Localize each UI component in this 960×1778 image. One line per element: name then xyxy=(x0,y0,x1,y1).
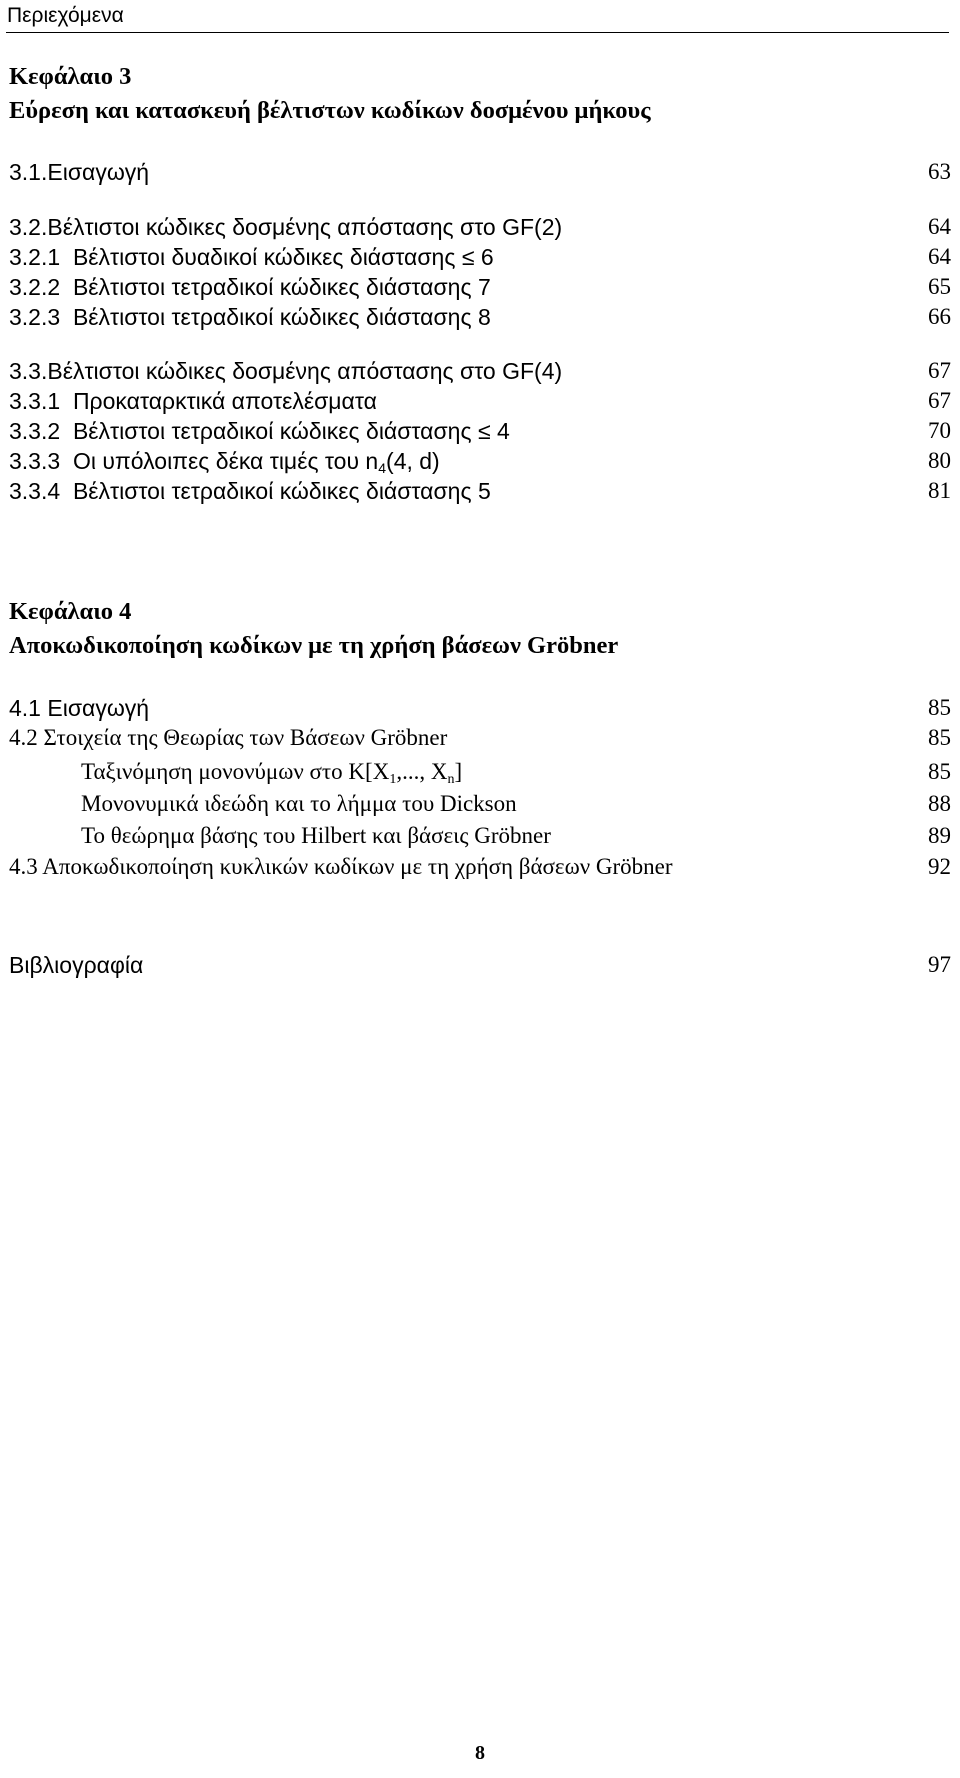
entry-label xyxy=(9,272,491,302)
entry-number: 4.3 xyxy=(9,854,38,879)
running-title: Περιεχόμενα xyxy=(7,4,124,27)
entry-title-after: ] xyxy=(454,759,463,784)
toc-entry-bibliography[interactable] xyxy=(0,950,960,980)
entry-title: Βέλτιστοι τετραδικοί κώδικες διάστασης ≤ 4 xyxy=(72,418,510,444)
entry-title: Αποκωδικοποίηση κυκλικών κωδίκων με τη χρήση βάσεων Gröbner xyxy=(42,854,673,879)
entry-page: 85 xyxy=(928,725,951,750)
entry-page: 97 xyxy=(928,952,951,977)
entry-title-before: Ταξινόμηση μονονύμων στο K[X xyxy=(81,759,390,784)
entry-title: Μονονυμικά ιδεώδη και το λήμμα του Dickson xyxy=(81,791,517,816)
entry-title: Το θεώρημα βάσης του Hilbert και βάσεις Gröbner xyxy=(81,823,551,848)
entry-title: Προκαταρκτικά αποτελέσματα xyxy=(72,388,377,414)
entry-label xyxy=(9,386,377,416)
entry-title-subscript: 4 xyxy=(378,460,387,476)
entry-page: 63 xyxy=(928,159,951,184)
entry-label xyxy=(9,693,149,723)
toc-entry-3-3-1[interactable] xyxy=(0,386,960,416)
entry-page: 65 xyxy=(928,274,951,299)
entry-title: Βέλτιστοι τετραδικοί κώδικες διάστασης 8 xyxy=(72,304,491,330)
toc-entry-3-3[interactable] xyxy=(0,356,960,386)
toc-entry-4-1[interactable] xyxy=(0,693,960,723)
entry-title: Βέλτιστοι τετραδικοί κώδικες διάστασης 5 xyxy=(72,478,491,504)
entry-number: 3.2.3 xyxy=(9,304,61,330)
entry-number: 4.2 xyxy=(9,725,38,750)
entry-label xyxy=(81,789,517,819)
entry-title: Βέλτιστοι τετραδικοί κώδικες διάστασης 7 xyxy=(72,274,491,300)
entry-page: 67 xyxy=(928,358,951,383)
entry-label xyxy=(81,757,462,787)
entry-title-middle: ,..., X xyxy=(396,759,448,784)
entry-title-subscript: n xyxy=(447,772,455,787)
entry-number: 3.2. xyxy=(9,214,48,240)
entry-number: 3.1. xyxy=(9,159,48,185)
bibliography-title: Βιβλιογραφία xyxy=(9,952,144,978)
entry-title: Στοιχεία της Θεωρίας των Βάσεων Gröbner xyxy=(43,725,448,750)
entry-number: 4.1 xyxy=(9,695,41,721)
entry-page: 70 xyxy=(928,418,951,443)
entry-title: Βέλτιστοι κώδικες δοσμένης απόστασης στο GF(2) xyxy=(47,214,563,240)
entry-page: 80 xyxy=(928,448,951,473)
entry-page: 64 xyxy=(928,214,951,239)
page-number: 8 xyxy=(475,1742,485,1764)
toc-entry-3-2-3[interactable] xyxy=(0,302,960,332)
entry-label xyxy=(81,821,551,851)
entry-title-subscript: 1 xyxy=(389,772,397,787)
entry-number: 3.3.2 xyxy=(9,418,61,444)
entry-page: 88 xyxy=(928,791,951,816)
toc-entry-monomial-ideals[interactable] xyxy=(0,789,960,819)
entry-page: 85 xyxy=(928,695,951,720)
toc-entry-4-2[interactable] xyxy=(0,723,960,753)
entry-number: 3.3.1 xyxy=(9,388,61,414)
entry-title: Βέλτιστοι κώδικες δοσμένης απόστασης στο GF(4) xyxy=(47,358,563,384)
header-rule xyxy=(6,32,949,33)
entry-label xyxy=(9,302,491,332)
toc-entry-3-3-2[interactable] xyxy=(0,416,960,446)
entry-label xyxy=(9,242,494,272)
entry-page: 81 xyxy=(928,478,951,503)
toc-entry-3-2[interactable] xyxy=(0,212,960,242)
entry-page: 85 xyxy=(928,759,951,784)
toc-entry-hilbert-basis[interactable] xyxy=(0,821,960,851)
entry-number: 3.2.1 xyxy=(9,244,61,270)
entry-label xyxy=(9,852,673,882)
entry-label xyxy=(9,356,562,386)
chapter3-label: Κεφάλαιο 3 xyxy=(9,63,132,90)
entry-number: 3.3. xyxy=(9,358,48,384)
toc-entry-3-2-2[interactable] xyxy=(0,272,960,302)
entry-page: 89 xyxy=(928,823,951,848)
entry-number: 3.2.2 xyxy=(9,274,61,300)
toc-entry-3-3-4[interactable] xyxy=(0,476,960,506)
entry-label xyxy=(9,476,491,506)
toc-entry-monomial-ordering[interactable] xyxy=(0,757,960,787)
entry-page: 92 xyxy=(928,854,951,879)
chapter4-title: Αποκωδικοποίηση κωδίκων με τη χρήση βάσεων Gröbner xyxy=(9,632,619,659)
entry-page: 66 xyxy=(928,304,951,329)
toc-entry-3-2-1[interactable] xyxy=(0,242,960,272)
chapter3-title: Εύρεση και κατασκευή βέλτιστων κωδίκων δοσμένου μήκους xyxy=(9,97,651,124)
entry-number: 3.3.3 xyxy=(9,448,61,474)
chapter4-label: Κεφάλαιο 4 xyxy=(9,598,132,625)
entry-title-after: (4, d) xyxy=(386,448,440,474)
toc-entry-3-3-3[interactable] xyxy=(0,446,960,476)
running-header xyxy=(0,0,960,30)
entry-title: Βέλτιστοι δυαδικοί κώδικες διάστασης ≤ 6 xyxy=(72,244,494,270)
toc-entry-4-3[interactable] xyxy=(0,852,960,882)
entry-label xyxy=(9,446,440,476)
entry-label xyxy=(9,723,447,753)
entry-title: Εισαγωγή xyxy=(47,159,150,185)
entry-label xyxy=(9,157,149,187)
entry-number: 3.3.4 xyxy=(9,478,61,504)
entry-label xyxy=(9,212,562,242)
entry-label xyxy=(9,416,510,446)
entry-page: 67 xyxy=(928,388,951,413)
entry-page: 64 xyxy=(928,244,951,269)
entry-title: Εισαγωγή xyxy=(47,695,150,721)
entry-title-before: Οι υπόλοιπες δέκα τιμές του n xyxy=(72,448,379,474)
toc-entry-3-1[interactable] xyxy=(0,157,960,187)
